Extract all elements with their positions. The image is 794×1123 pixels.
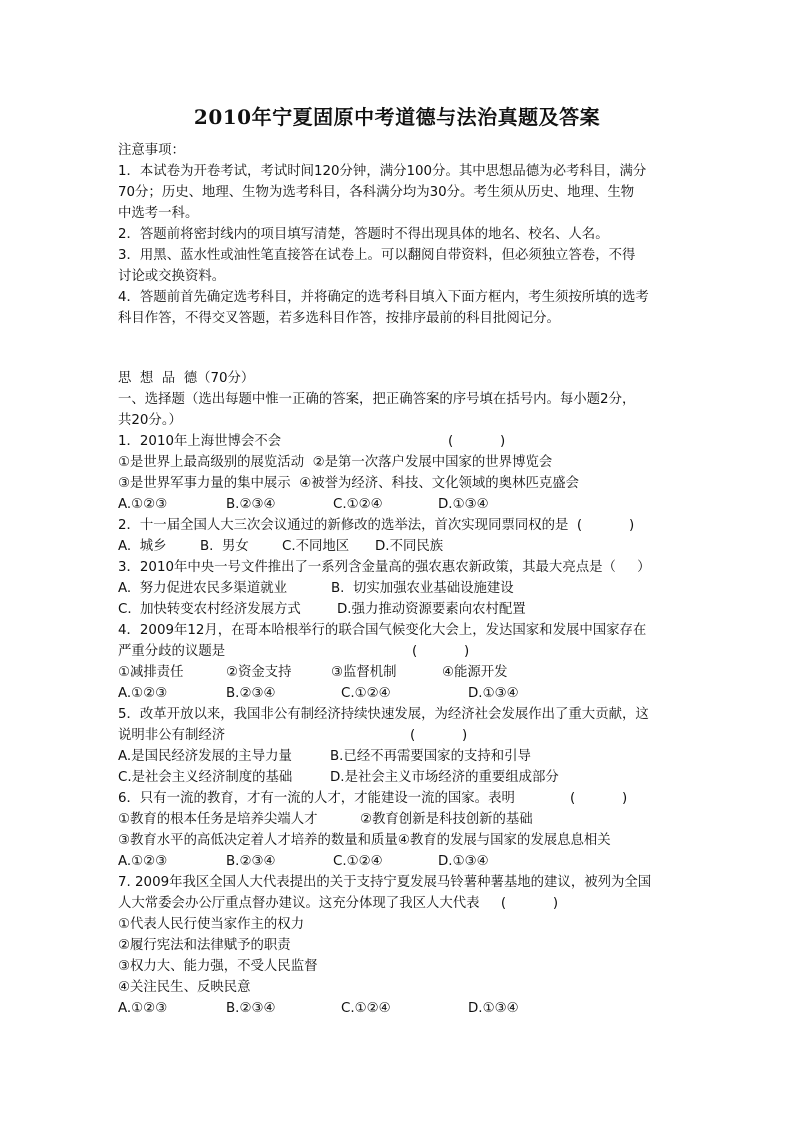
notes-line: 2．答题前将密封线内的项目填写清楚，答题时不得出现具体的地名、校名、人名。	[118, 227, 609, 242]
notes-line: 中选考一科。	[118, 206, 199, 221]
option-d: D.是社会主义市场经济的重要组成部分	[330, 770, 559, 785]
question-6-stem: 6．只有一流的教育，才有一流的人才，才能建设一流的国家。表明	[118, 791, 515, 806]
notes-line: 3．用黑、蓝水性或油性笔直接答在试卷上。可以翻阅自带资料，但必须独立答卷，不得	[118, 248, 636, 263]
question-7-stem: 人大常委会办公厅重点督办建议。这充分体现了我区人大代表 ( )	[118, 896, 559, 911]
question-1-stem: 1．2010年上海世博会不会	[118, 434, 282, 449]
option-c: C.①②④	[333, 854, 383, 869]
option-c: C.不同地区	[282, 539, 350, 554]
notes-line: 70分；历史、地理、生物为选考科目，各科满分均为30分。考生须从历史、地理、生物	[118, 185, 635, 200]
option-a: A.①②③	[118, 1001, 168, 1016]
option-a: A.①②③	[118, 497, 168, 512]
option-b: B. 切实加强农业基础设施建设	[331, 581, 514, 596]
option-c: C.①②④	[341, 1001, 391, 1016]
option-d: D.①③④	[468, 686, 519, 701]
option-a: A.是国民经济发展的主导力量	[118, 749, 292, 764]
question-5-stem: 5．改革开放以来，我国非公有制经济持续快速发展，为经济社会发展作出了重大贡献，这	[118, 707, 649, 722]
notes-heading: 注意事项：	[118, 143, 185, 158]
answer-paren: ( )	[448, 434, 506, 449]
section-instructions: 共20分。）	[118, 413, 182, 428]
question-7-item: ③权力大、能力强，不受人民监督	[118, 959, 318, 974]
question-6-item: ①教育的根本任务是培养尖端人才	[118, 812, 318, 827]
option-c: C.是社会主义经济制度的基础	[118, 770, 293, 785]
notes-line: 科目作答，不得交叉答题，若多选科目作答，按排序最前的科目批阅记分。	[118, 311, 560, 326]
answer-paren: ( )	[410, 728, 468, 743]
question-7-item: ②履行宪法和法律赋予的职责	[118, 938, 291, 953]
question-4-stem: 严重分歧的议题是	[118, 644, 226, 659]
question-7-item: ①代表人民行使当家作主的权力	[118, 917, 305, 932]
page-title: 2010年宁夏固原中考道德与法治真题及答案	[193, 105, 601, 129]
option-d: D.①③④	[438, 854, 489, 869]
option-b: B.②③④	[226, 1001, 276, 1016]
section-heading: 思 想 品 德（70分）	[118, 371, 255, 386]
option-a: A. 城乡	[118, 539, 167, 554]
question-7-item: ④关注民生、反映民意	[118, 980, 251, 995]
option-b: B.已经不再需要国家的支持和引导	[330, 749, 531, 764]
question-7-stem: 7. 2009年我区全国人大代表提出的关于支持宁夏发展马铃薯种薯基地的建议，被列为全国	[118, 875, 652, 890]
question-4-stem: 4．2009年12月，在哥本哈根举行的联合国气候变化大会上，发达国家和发展中国家存在	[118, 623, 647, 638]
question-4-item: ④能源开发	[442, 665, 508, 680]
question-5-stem: 说明非公有制经济	[118, 728, 226, 743]
question-4-item: ③监督机制	[331, 665, 397, 680]
option-a: A.①②③	[118, 854, 168, 869]
question-4-item: ①减排责任	[118, 665, 184, 680]
question-4-item: ②资金支持	[226, 665, 292, 680]
option-d: D.强力推动资源要素向农村配置	[337, 602, 526, 617]
option-d: D.①③④	[438, 497, 489, 512]
question-6-item: ③教育水平的高低决定着人才培养的数量和质量④教育的发展与国家的发展息息相关	[118, 833, 611, 848]
option-d: D.不同民族	[375, 539, 444, 554]
answer-paren: ( )	[570, 791, 628, 806]
option-a: A.①②③	[118, 686, 168, 701]
question-6-item: ②教育创新是科技创新的基础	[360, 812, 533, 827]
notes-line: 4．答题前首先确定选考科目，并将确定的选考科目填入下面方框内，考生须按所填的选考	[118, 290, 649, 305]
option-b: B. 男女	[200, 539, 249, 554]
option-b: B.②③④	[226, 686, 276, 701]
answer-paren: ( )	[412, 644, 470, 659]
question-1-item: ③是世界军事力量的集中展示 ④被誉为经济、科技、文化领域的奥林匹克盛会	[118, 476, 580, 491]
notes-line: 1．本试卷为开卷考试，考试时间120分钟，满分100分。其中思想品德为必考科目，满分	[118, 164, 647, 179]
question-2-stem: 2．十一届全国人大三次会议通过的新修改的选举法，首次实现同票同权的是 ( )	[118, 518, 635, 533]
option-b: B.②③④	[226, 497, 276, 512]
option-c: C.①②④	[341, 686, 391, 701]
question-1-item: ①是世界上最高级别的展览活动 ②是第一次落户发展中国家的世界博览会	[118, 455, 553, 470]
option-b: B.②③④	[226, 854, 276, 869]
question-3-stem: 3．2010年中央一号文件推出了一系列含金量高的强农惠农新政策，其最大亮点是（ ）	[118, 560, 651, 575]
option-c: C.①②④	[333, 497, 383, 512]
option-a: A. 努力促进农民多渠道就业	[118, 581, 287, 596]
notes-line: 讨论或交换资料。	[118, 269, 226, 284]
option-d: D.①③④	[468, 1001, 519, 1016]
section-instructions: 一、选择题（选出每题中惟一正确的答案，把正确答案的序号填在括号内。每小题2分，	[118, 392, 636, 407]
option-c: C. 加快转变农村经济发展方式	[118, 602, 301, 617]
